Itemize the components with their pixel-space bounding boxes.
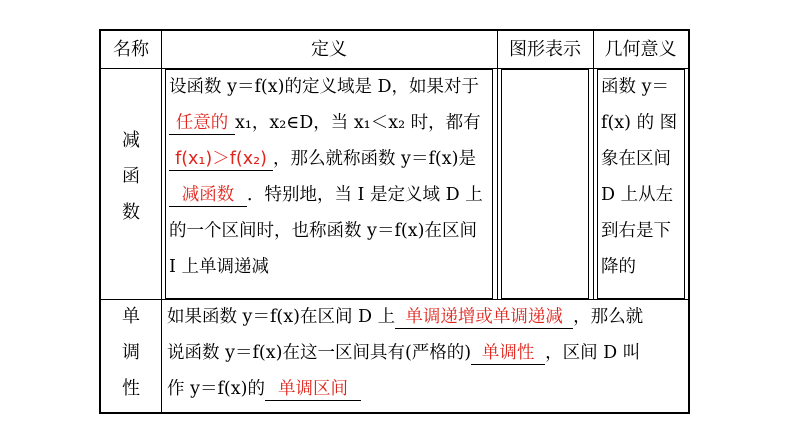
dec-line-3-text: ，那么就称函数 y＝f(x)是 <box>273 149 476 169</box>
monotonicity-label <box>101 299 161 407</box>
header-geometry: 几何意义 <box>604 39 677 60</box>
header-graph: 图形表示 <box>509 39 581 60</box>
decreasing-label-char-1: 减 <box>122 130 140 151</box>
decreasing-definition <box>169 69 491 285</box>
dec-line-1: 设函数 y＝f(x)的定义域是 D，如果对于 <box>169 77 480 97</box>
geo-line-2: f(x) 的 图 <box>601 113 678 133</box>
geo-line-1: 函数 y＝ <box>601 77 669 97</box>
mono-label-char-2: 调 <box>122 342 140 363</box>
mono-line-2-pre: 说函数 y＝f(x)在这一区间具有(严格的) <box>167 343 472 363</box>
geo-line-6: 降的 <box>601 257 636 277</box>
mono-line-1 <box>167 299 685 335</box>
dec-line-2 <box>169 105 491 141</box>
dec-line-4-text: ．特别地，当 I 是定义域 D 上 <box>247 185 483 205</box>
dec-line-4 <box>169 177 491 213</box>
geo-line-5: 到右是下 <box>601 221 671 241</box>
mono-line-1-pre: 如果函数 y＝f(x)在区间 D 上 <box>167 307 396 327</box>
mono-blank-2: 单调性 <box>471 342 545 365</box>
header-name: 名称 <box>113 39 149 60</box>
geo-line-4: D 上从左 <box>601 185 674 205</box>
dec-line-5: 的一个区间时，也称函数 y＝f(x)在区间 <box>169 221 477 241</box>
mono-line-2 <box>167 335 685 371</box>
mono-label-char-3: 性 <box>122 378 140 399</box>
mono-label-char-1: 单 <box>122 306 140 327</box>
dec-blank-1: 任意的 <box>169 112 235 135</box>
geo-line-3: 象在区间 <box>601 149 671 169</box>
decreasing-label-char-3: 数 <box>122 202 140 223</box>
monotonicity-definition <box>167 299 685 407</box>
mono-blank-1: 单调递增或单调递减 <box>395 306 573 329</box>
col-divider-1 <box>161 31 162 412</box>
mono-blank-3: 单调区间 <box>265 378 361 401</box>
mono-line-1-post: ，那么就 <box>573 307 644 327</box>
definition-table <box>99 29 690 414</box>
col-divider-3 <box>593 31 594 299</box>
header-definition: 定义 <box>311 39 347 60</box>
dec-blank-3: 减函数 <box>169 184 247 207</box>
dec-line-3 <box>169 141 491 177</box>
dec-line-2-text: x₁，x₂∈D，当 x₁＜x₂ 时，都有 <box>235 113 481 133</box>
dec-blank-2: f(x₁)＞f(x₂) <box>169 148 273 171</box>
dec-line-6: I 上单调递减 <box>169 257 269 277</box>
mono-line-3-pre: 作 y＝f(x)的 <box>167 379 265 399</box>
decreasing-label <box>101 123 161 231</box>
mono-line-2-post: ，区间 D 叫 <box>545 343 641 363</box>
decreasing-label-char-2: 函 <box>122 166 140 187</box>
decreasing-geometry <box>601 69 683 285</box>
graph-box <box>501 69 589 299</box>
mono-line-3 <box>167 371 685 407</box>
col-divider-2 <box>497 31 498 299</box>
